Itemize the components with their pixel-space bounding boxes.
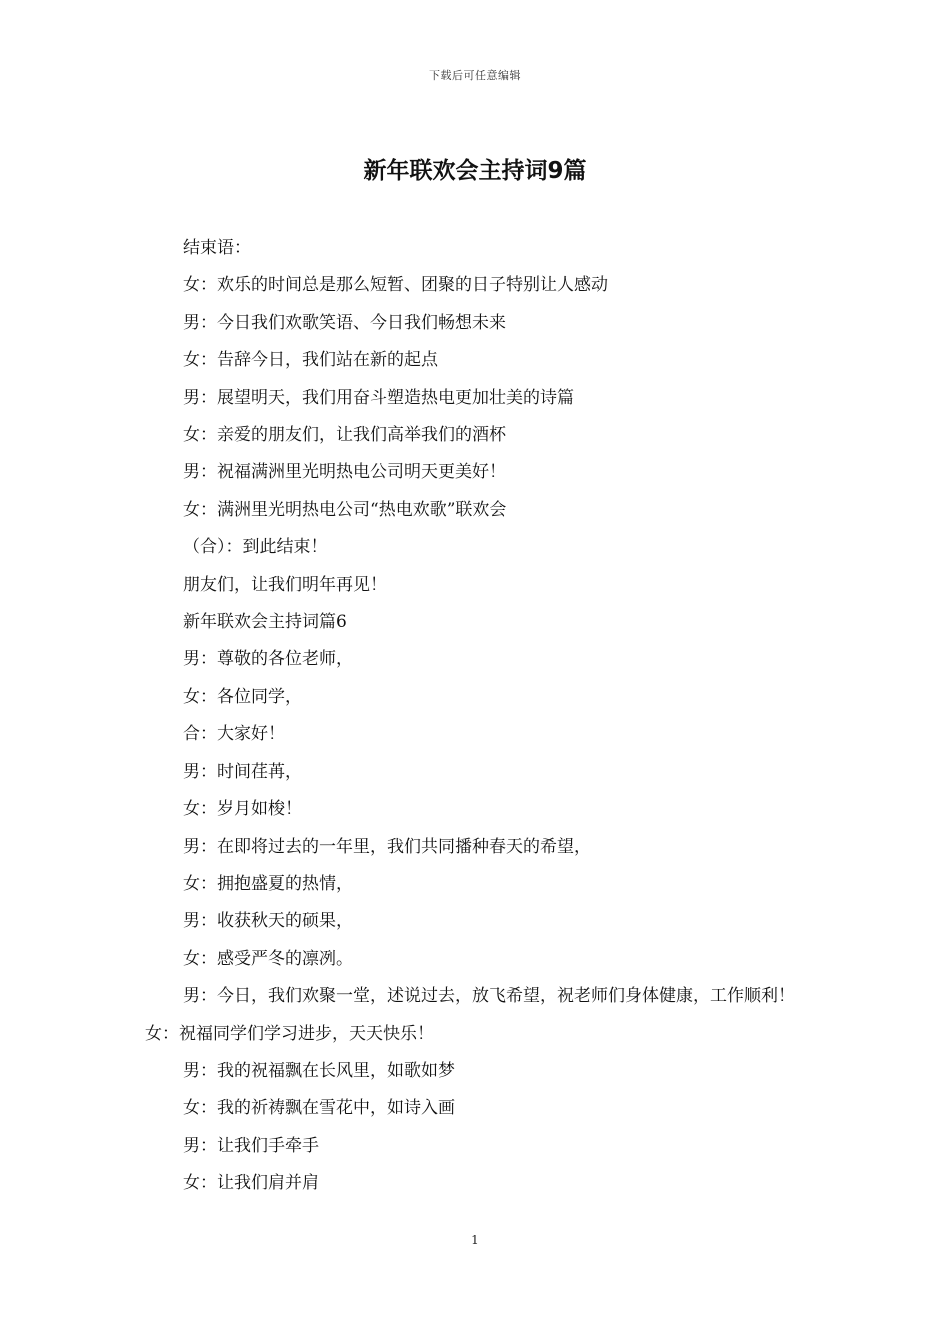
body-paragraph: 男：让我们手牵手 (183, 1135, 319, 1156)
body-paragraph: 男：今日我们欢歌笑语、今日我们畅想未来 (183, 312, 506, 333)
body-paragraph: 新年联欢会主持词篇6 (183, 612, 347, 633)
body-paragraph: 女：岁月如梭！ (183, 799, 302, 820)
body-paragraph: 结束语： (183, 238, 251, 258)
body-paragraph: 男：展望明天，我们用奋斗塑造热电更加壮美的诗篇 (183, 387, 574, 408)
body-paragraph: 朋友们，让我们明年再见！ (183, 574, 387, 595)
body-paragraph: 男：时间荏苒， (183, 761, 302, 782)
body-paragraph: 男：在即将过去的一年里，我们共同播种春天的希望， (183, 836, 591, 857)
body-paragraph: 女：满洲里光明热电公司“热电欢歌”联欢会 (183, 499, 507, 520)
body-paragraph: 女：让我们肩并肩 (183, 1173, 319, 1194)
page-number: 1 (471, 1233, 479, 1247)
body-paragraph: 男：尊敬的各位老师， (183, 649, 353, 670)
body-paragraph: 女：感受严冬的凛冽。 (183, 948, 353, 969)
body-paragraph: 女：拥抱盛夏的热情， (183, 873, 353, 894)
body-paragraph: 女：各位同学， (183, 686, 302, 707)
body-paragraph: 男：今日，我们欢聚一堂，述说过去，放飞希望，祝老师们身体健康，工作顺利！女：祝福同学们学习进步，天天快乐！ (145, 986, 795, 1044)
body-paragraph: 男：收获秋天的硕果， (183, 911, 353, 932)
body-paragraph: 女：我的祈祷飘在雪花中，如诗入画 (183, 1098, 455, 1119)
header-note: 下载后可任意编辑 (429, 69, 521, 82)
body-paragraph: 女：欢乐的时间总是那么短暂、团聚的日子特别让人感动 (183, 275, 608, 296)
document-title: 新年联欢会主持词9篇 (363, 158, 587, 184)
body-paragraph: 合：大家好！ (183, 724, 285, 745)
document-body (145, 230, 810, 1203)
body-paragraph: （合）：到此结束！ (183, 537, 328, 558)
body-paragraph: 男：祝福满洲里光明热电公司明天更美好！ (183, 462, 506, 483)
body-paragraph: 男：我的祝福飘在长风里，如歌如梦 (183, 1060, 455, 1081)
body-paragraph: 女：告辞今日，我们站在新的起点 (183, 350, 438, 371)
body-paragraph: 女：亲爱的朋友们，让我们高举我们的酒杯 (183, 425, 506, 446)
